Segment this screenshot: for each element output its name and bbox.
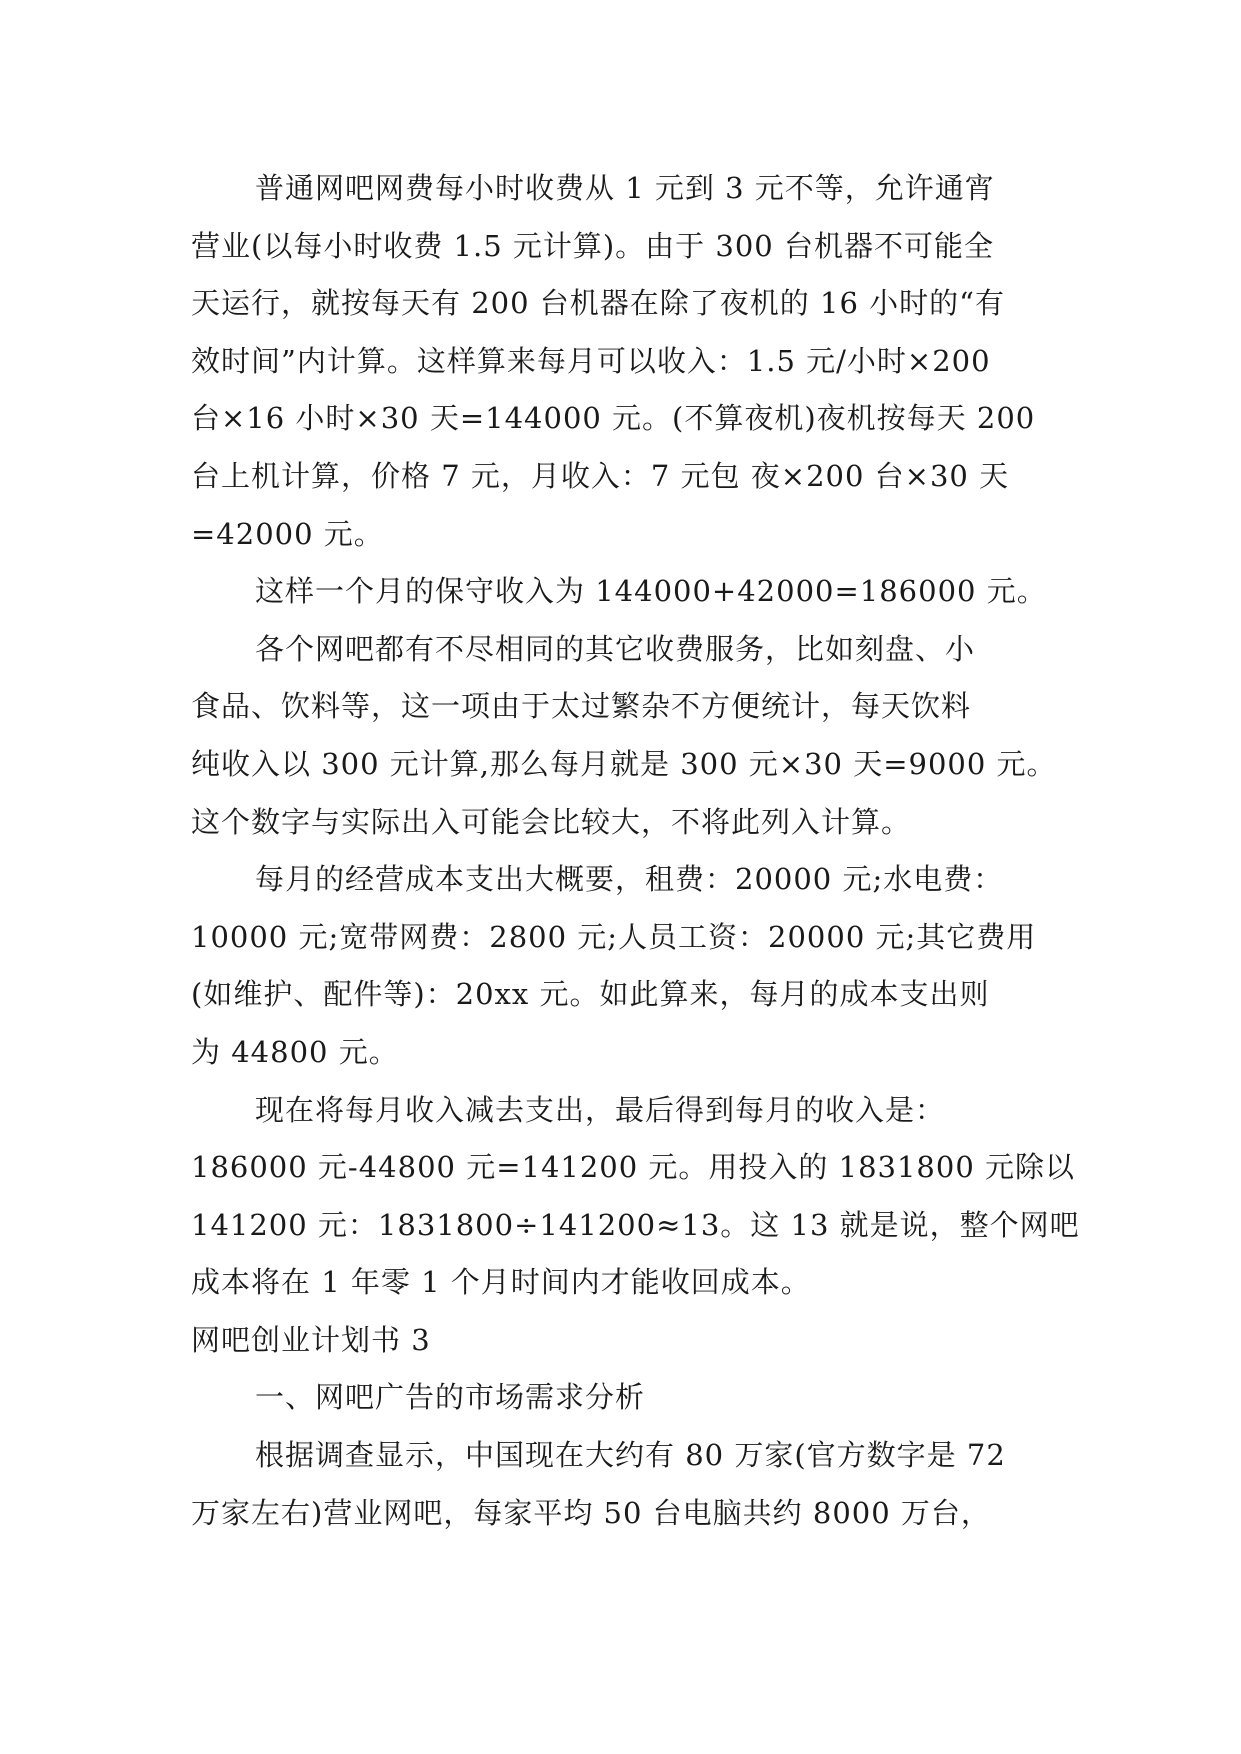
text-line: 这样一个月的保守收入为 144000+42000=186000 元。 (255, 574, 1047, 609)
text-line: 成本将在 1 年零 1 个月时间内才能收回成本。 (191, 1265, 811, 1300)
text-line: 营业(以每小时收费 1.5 元计算)。由于 300 台机器不可能全 (191, 228, 994, 263)
text-line: (如维护、配件等)：20xx 元。如此算来，每月的成本支出则 (191, 977, 990, 1012)
text-line: 186000 元-44800 元=141200 元。用投入的 1831800 元除以 (191, 1150, 1076, 1185)
text-line: 现在将每月收入减去支出，最后得到每月的收入是： (255, 1092, 946, 1127)
text-line: 10000 元;宽带网费：2800 元;人员工资：20000 元;其它费用 (191, 919, 1037, 954)
text-line: 普通网吧网费每小时收费从 1 元到 3 元不等，允许通宵 (255, 171, 995, 205)
text-line: 台×16 小时×30 天=144000 元。(不算夜机)夜机按每天 200 (191, 401, 1036, 436)
text-line: 食品、饮料等，这一项由于太过繁杂不方便统计，每天饮料 (191, 689, 972, 724)
text-line: =42000 元。 (191, 516, 384, 551)
text-line: 为 44800 元。 (191, 1034, 399, 1069)
text-line: 效时间”内计算。这样算来每月可以收入：1.5 元/小时×200 (191, 343, 991, 378)
text-line: 根据调查显示，中国现在大约有 80 万家(官方数字是 72 (255, 1438, 1006, 1473)
text-line: 万家左右)营业网吧，每家平均 50 台电脑共约 8000 万台， (191, 1495, 991, 1530)
document-body (191, 160, 1080, 1542)
text-line: 纯收入以 300 元计算,那么每月就是 300 元×30 天=9000 元。 (191, 746, 1057, 781)
text-line: 这个数字与实际出入可能会比较大，不将此列入计算。 (191, 804, 912, 839)
text-line: 141200 元：1831800÷141200≈13。这 13 就是说，整个网吧 (191, 1207, 1080, 1242)
text-line: 各个网吧都有不尽相同的其它收费服务，比如刻盘、小 (255, 631, 976, 666)
text-line: 每月的经营成本支出大概要，租费：20000 元;水电费： (255, 862, 1004, 897)
section-heading: 网吧创业计划书 3 (191, 1322, 431, 1357)
text-line: 台上机计算，价格 7 元，月收入：7 元包 夜×200 台×30 天 (191, 458, 1010, 493)
text-line: 天运行，就按每天有 200 台机器在除了夜机的 16 小时的“有 (191, 286, 1005, 321)
subsection-heading: 一、网吧广告的市场需求分析 (255, 1380, 646, 1415)
